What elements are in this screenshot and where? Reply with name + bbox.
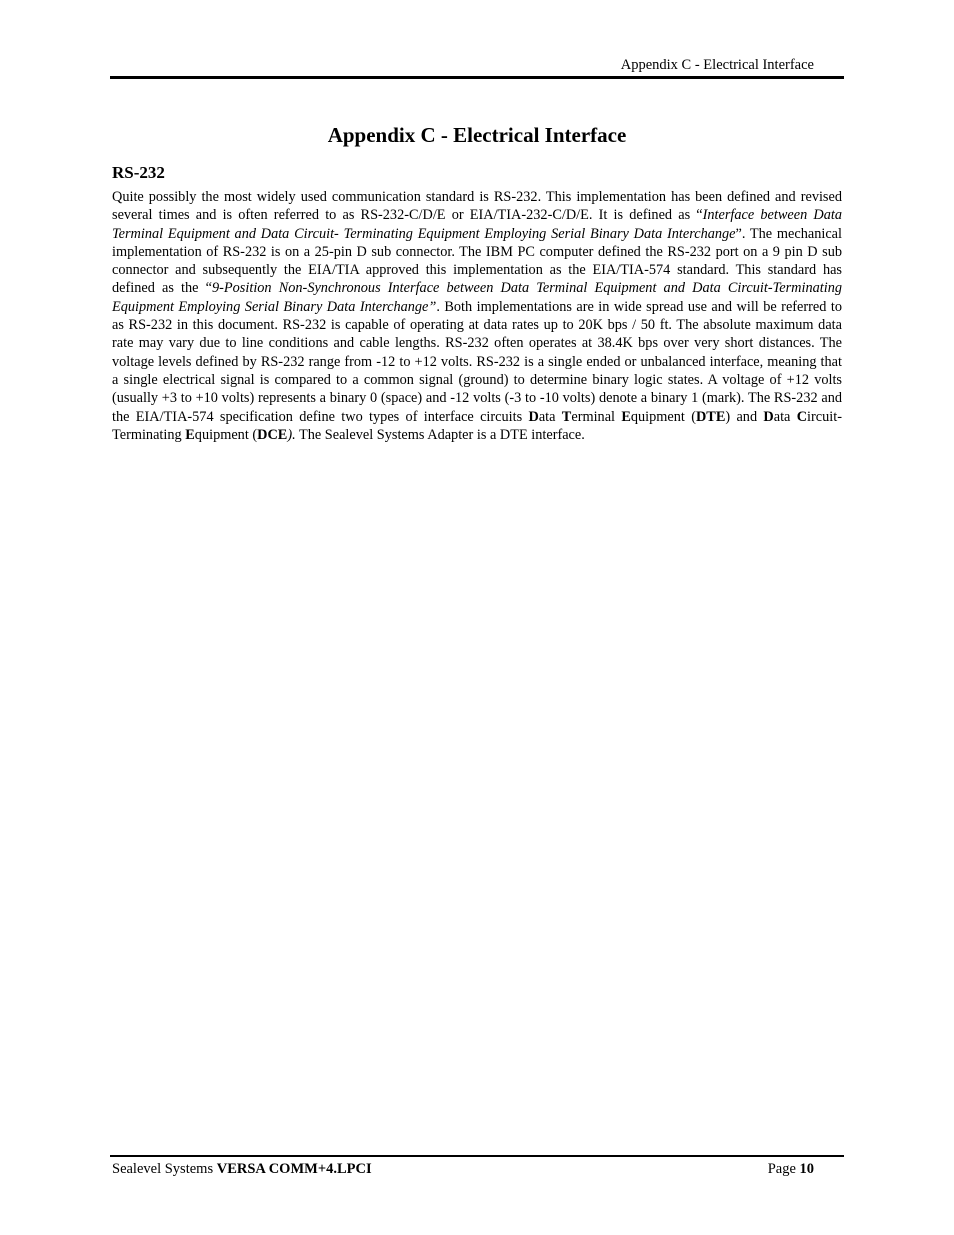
text-run: ata [538, 408, 562, 425]
footer-page-number: 10 [799, 1161, 814, 1177]
bold-run: T [561, 408, 572, 425]
section-heading: RS-232 [112, 163, 165, 182]
body-paragraph [112, 188, 842, 444]
text-run: ircuit-Terminating [112, 408, 842, 443]
text-run: erminal [571, 408, 622, 425]
text-run: quipment ( [194, 426, 258, 443]
footer-company: Sealevel Systems [112, 1161, 217, 1177]
bold-run: DCE [257, 426, 288, 443]
page-title: Appendix C - Electrical Interface [327, 123, 627, 147]
text-run: quipment ( [630, 408, 696, 425]
footer-rule [110, 1155, 844, 1157]
bold-run: D [528, 408, 539, 425]
bold-run: E [185, 426, 195, 443]
text-run: The Sealevel Systems Adapter is a DTE interface. [295, 426, 585, 443]
bold-run: D [763, 408, 774, 425]
footer-page [768, 1160, 814, 1178]
footer-left [112, 1160, 372, 1178]
text-run: . Both implementations are in wide spread use and will be referred to as RS-232 in this document. RS-232 is capable of operating at data rates up to 20K bps / 50 ft. The absolute maximum data rate may vary due to line conditions and cable lengths. RS-232 often operates at 38.4K bps over very short distances. The voltage levels defined by RS-232 range from -12 to +12 volts. RS-232 is a single ended or unbalanced interface, meaning that a single electrical signal is compared to a common signal (ground) to determine binary logic states. A voltage of +12 volts (usually +3 to +10 volts) represents a binary 0 (space) and -12 volts (-3 to -10 volts) denote a binary 1 (mark). The RS-232 and the EIA/TIA-574 specification define two types of interface circuits [112, 298, 842, 425]
text-run: ”. The mechanical implementation of RS-232 is on a 25-pin D sub connector. The IBM PC computer defined the RS-232 port on a 9 pin D sub connector and subsequently the EIA/TIA approved this implementation as the EIA/TIA-574 standard. This standard has defined as the “ [112, 225, 842, 297]
text-run: Quite possibly the most widely used communication standard is RS-232. This implementation has been defined and revised several times and is often referred to as RS-232-C/D/E or EIA/TIA-232-C/D/E. It is defined as “ [112, 189, 842, 224]
running-header: Appendix C - Electrical Interface [620, 57, 814, 73]
text-run: ) and [725, 408, 764, 425]
footer-product: VERSA COMM+4.LPCI [216, 1161, 372, 1177]
text-run: ata [773, 408, 797, 425]
header-rule [110, 76, 844, 79]
bold-run: E [621, 408, 631, 425]
footer-page-label: Page [767, 1161, 800, 1177]
bold-run: DTE [695, 408, 726, 425]
italic-run: 9-Position Non-Synchronous Interface between Data Terminal Equipment and Data Circuit-Terminating Equipment Employing Serial Binary Data Interchange” [112, 280, 842, 315]
bold-run: C [796, 408, 808, 425]
italic-run: Interface between Data Terminal Equipment and Data Circuit- Terminating Equipment Employing Serial Binary Data Interchange [112, 207, 842, 242]
italic-run: ). [287, 426, 296, 443]
